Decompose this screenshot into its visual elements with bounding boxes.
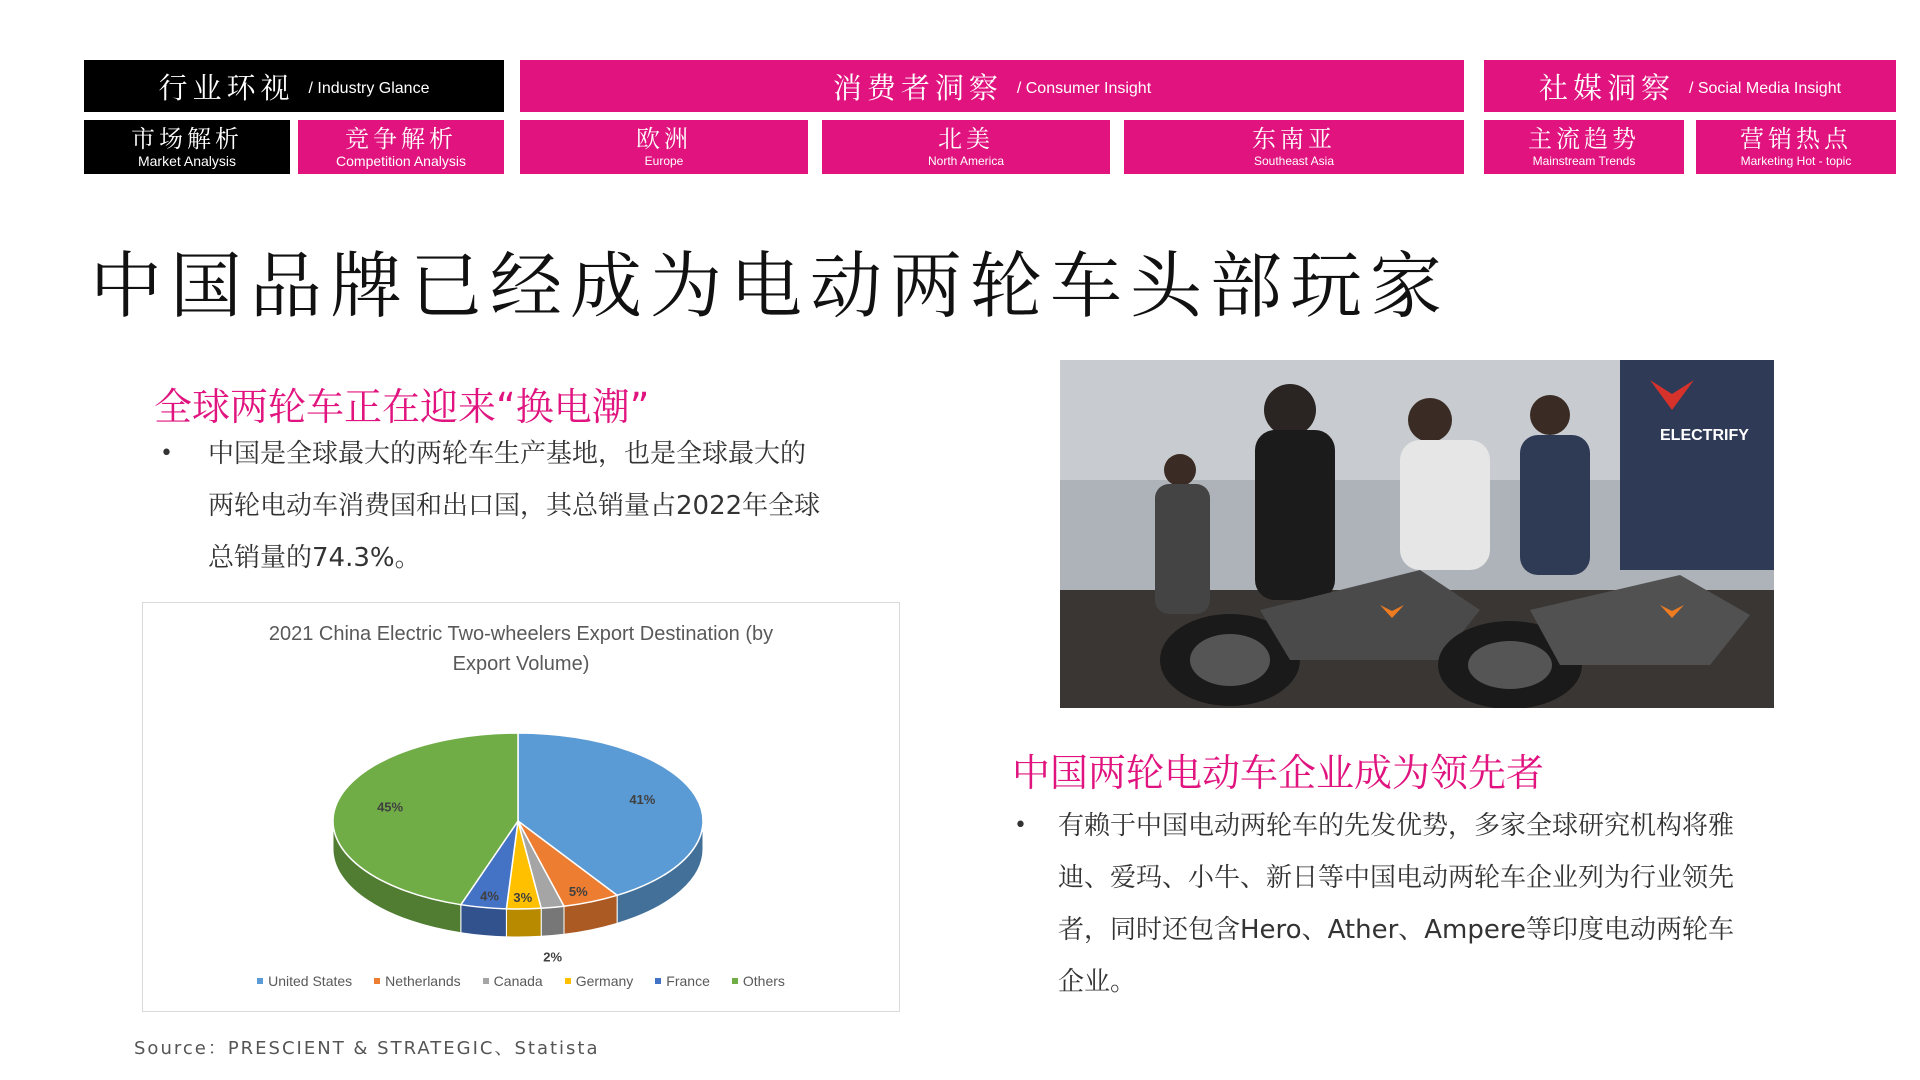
left-section-heading: 全球两轮车正在迎来“换电潮” <box>154 385 650 429</box>
legend-label: United States <box>268 973 353 989</box>
nav-europe[interactable] <box>520 120 808 174</box>
legend-item-netherlands <box>374 973 461 989</box>
nav-mainstream-trends-label: 主流趋势 <box>1528 125 1640 153</box>
nav-market-analysis[interactable] <box>84 120 290 174</box>
nav-social-media-insight-en: / Social Media Insight <box>1688 80 1842 97</box>
nav-market-analysis-en: Market Analysis <box>137 153 237 169</box>
nav-market-analysis-label: 市场解析 <box>131 125 243 153</box>
page-title: 中国品牌已经成为电动两轮车头部玩家 <box>90 244 1451 328</box>
legend-swatch <box>732 978 738 984</box>
expo-photo <box>1060 360 1774 708</box>
nav-social-media-insight-label: 社媒洞察 <box>1538 70 1675 105</box>
nav-north-america-label: 北美 <box>938 125 994 153</box>
pie-label-others: 45% <box>377 799 404 815</box>
bullet-dot: • <box>1014 813 1027 838</box>
nav-consumer-insight-en: / Consumer Insight <box>1016 80 1152 97</box>
bullet-dot: • <box>160 441 173 466</box>
pie-side-canada <box>541 906 564 936</box>
nav-industry-glance-label: 行业环视 <box>158 70 295 105</box>
pie-side-germany <box>506 908 541 937</box>
nav-southeast-asia-label: 东南亚 <box>1252 125 1336 153</box>
pie-label-netherlands: 5% <box>568 884 588 900</box>
nav-competition-analysis-label: 竞争解析 <box>345 125 457 153</box>
legend-item-france <box>655 973 710 989</box>
nav-marketing-hot-topic[interactable] <box>1696 120 1896 174</box>
nav-europe-en: Europe <box>644 154 684 168</box>
nav-competition-analysis[interactable] <box>298 120 504 174</box>
pie-label-canada: 2% <box>543 949 563 965</box>
legend-swatch <box>483 978 489 984</box>
nav-marketing-hot-topic-label: 营销热点 <box>1740 125 1852 153</box>
chart-title-line-2: Export Volume) <box>452 653 590 675</box>
pie-chart-panel <box>142 602 900 1012</box>
legend-swatch <box>655 978 661 984</box>
nav-marketing-hot-topic-en: Marketing Hot - topic <box>1740 154 1852 168</box>
nav-mainstream-trends[interactable] <box>1484 120 1684 174</box>
pie-label-france: 4% <box>480 888 499 904</box>
legend-label: Netherlands <box>385 973 461 989</box>
nav-mainstream-trends-en: Mainstream Trends <box>1532 154 1636 168</box>
right-bullet-line-1: 有赖于中国电动两轮车的先发优势，多家全球研究机构将雅 <box>1058 811 1735 841</box>
nav-industry-glance[interactable] <box>84 60 504 112</box>
pie-label-united-states: 41% <box>629 791 656 807</box>
pie-slices <box>333 733 703 909</box>
left-bullet-line-3: 总销量的74.3%。 <box>208 543 421 573</box>
legend-label: Canada <box>493 973 543 989</box>
legend-swatch <box>374 978 380 984</box>
right-bullet-line-2: 迪、爱玛、小牛、新日等中国电动两轮车企业列为行业领先 <box>1058 863 1735 893</box>
legend-swatch <box>257 978 263 984</box>
pie-chart <box>143 603 901 1013</box>
left-bullet-line-1: 中国是全球最大的两轮车生产基地，也是全球最大的 <box>208 439 807 469</box>
legend-label: France <box>666 973 710 989</box>
legend-item-germany <box>565 973 634 989</box>
nav-social-media-insight[interactable] <box>1484 60 1896 112</box>
nav-north-america-en: North America <box>927 154 1005 168</box>
photo-brand-sign <box>1620 360 1774 570</box>
legend-item-others <box>732 973 785 989</box>
nav-europe-label: 欧洲 <box>636 125 692 153</box>
legend-label: Germany <box>575 973 634 989</box>
left-bullet-line-2: 两轮电动车消费国和出口国，其总销量占2022年全球 <box>208 491 821 521</box>
expo-photo-illustration <box>1060 360 1774 708</box>
nav-north-america[interactable] <box>822 120 1110 174</box>
nav-southeast-asia[interactable] <box>1124 120 1464 174</box>
right-bullet-line-4: 企业。 <box>1058 967 1137 997</box>
legend-label: Others <box>742 973 785 989</box>
nav-consumer-insight[interactable] <box>520 60 1464 112</box>
photo-sign-text: ELECTRIFY <box>1660 427 1749 444</box>
nav-consumer-insight-label: 消费者洞察 <box>832 70 1003 105</box>
chart-legend <box>143 973 899 989</box>
nav-southeast-asia-en: Southeast Asia <box>1253 154 1335 168</box>
left-section-bullet <box>160 428 920 584</box>
source-note: Source：PRESCIENT & STRATEGIC、Statista <box>134 1038 600 1059</box>
pie-label-germany: 3% <box>513 889 533 905</box>
nav-competition-analysis-en: Competition Analysis <box>336 153 466 169</box>
right-section-bullet <box>1014 800 1894 1008</box>
right-section-heading: 中国两轮电动车企业成为领先者 <box>1012 751 1545 795</box>
legend-swatch <box>565 978 571 984</box>
right-bullet-line-3: 者，同时还包含Hero、Ather、Ampere等印度电动两轮车 <box>1058 915 1734 945</box>
legend-item-united-states <box>257 973 352 989</box>
legend-item-canada <box>483 973 543 989</box>
pie-side-france <box>461 905 507 937</box>
chart-title-line-1: 2021 China Electric Two-wheelers Export Destination (by <box>268 623 774 645</box>
nav-industry-glance-en: / Industry Glance <box>308 80 430 97</box>
